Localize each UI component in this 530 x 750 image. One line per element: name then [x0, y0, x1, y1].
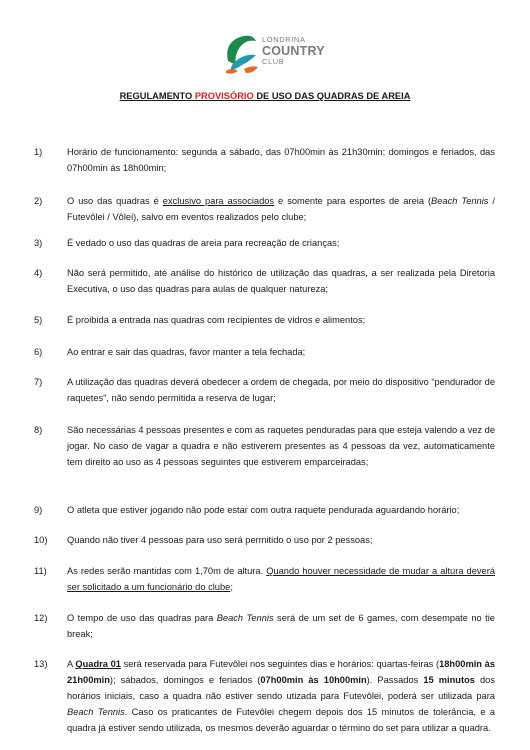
rule-text-part: A — [67, 659, 76, 669]
rule-number: 6) — [34, 347, 43, 357]
rule-text-part: O tempo de uso das quadras para — [67, 613, 217, 623]
rule-text-bold: 15 minutos — [423, 675, 475, 685]
rule-text-part: O uso das quadras é — [67, 196, 163, 206]
rule-text-part: / Futevôlei / Vôlei), salvo em eventos realizados pelo clube; — [67, 196, 495, 222]
country-club-logo-icon — [222, 31, 262, 75]
title-part-1: REGULAMENTO — [119, 91, 195, 101]
rule-number: 5) — [34, 315, 43, 325]
rule-text-italic: Beach Tennis — [431, 196, 489, 206]
rule-text-part: e somente para esportes de areia ( — [274, 196, 432, 206]
rule-text-part: ); sábados, domingos e feriados ( — [109, 675, 261, 685]
rule-text — [67, 610, 495, 642]
rule-text: O atleta que estiver jogando não pode estar com outra raquete pendurada aguardando horário; — [67, 505, 460, 515]
rule-text: Horário de funcionamento: segunda a sábado, das 07h00min às 21h30min; domingos e feriados, das 07h00min às 18h00min; — [67, 147, 495, 173]
rule-number: 13) — [34, 659, 48, 669]
rule-number: 3) — [34, 238, 43, 248]
rule-text: Não será permitido, até análise do histórico de utilização das quadras, a ser realizada pela Diretoria Executiva, o uso das quadras para aulas de qualquer natureza; — [67, 268, 495, 294]
rule-text-part: será reservada para Futevôlei nos seguintes dias e horários: quartas-feiras ( — [120, 659, 440, 669]
rule-text-part: As redes serão mantidas com 1,70m de altura. — [67, 566, 267, 576]
rule-text: A utilização das quadras deverá obedecer a ordem de chegada, por meio do dispositivo “pendurador de raquetes”, não sendo permitida a reserva de lugar; — [67, 377, 495, 403]
rule-text-italic: Beach Tennis — [67, 707, 125, 717]
rule-text-part: será de um set de 6 games, com desempate no tie break; — [67, 613, 495, 639]
club-logo — [222, 31, 325, 75]
title-provisional-highlight: PROVISÓRIO — [194, 91, 254, 101]
rule-text-part: . Caso os praticantes de Futevôlei chegem depois dos 15 minutos de tolerância, e a quadra já estiver sendo utilizada, os mesmos deverão aguardar o término do set para utilizar a quadra. — [67, 707, 495, 733]
rule-text-part: ). Passados — [366, 675, 424, 685]
rule-number: 2) — [34, 196, 43, 206]
rule-text-bold: 07h00min às 10h00min — [260, 675, 367, 685]
rule-text: Quando não tiver 4 pessoas para uso será permitido o uso por 2 pessoas; — [67, 535, 373, 545]
logo-line-3: CLUB — [262, 57, 285, 66]
rule-number: 11) — [34, 566, 47, 576]
rule-text — [67, 563, 495, 595]
rule-text — [67, 193, 495, 225]
rule-text-underlined: exclusivo para associados — [162, 196, 275, 206]
rule-number: 7) — [34, 377, 43, 387]
rule-text: São necessárias 4 pessoas presentes e com as raquetes penduradas para que esteja valendo a vez de jogar. No caso de vagar a quadra e não estiverem presentes as 4 pessoas da vez, automaticamente tem direito ao uso as 4 pessoas seguintes que estiverem emparceiradas; — [67, 425, 495, 467]
title-part-3: DE USO DAS QUADRAS DE AREIA — [253, 91, 411, 101]
rule-number: 4) — [34, 268, 43, 278]
rule-number: 8) — [34, 425, 43, 435]
rule-text: Ao entrar e sair das quadras, favor manter a tela fechada; — [67, 347, 306, 357]
rule-text-underlined: Quando houver necessidade de mudar a altura deverá ser solicitado a um funcionário do clube — [67, 566, 495, 592]
rule-number: 9) — [34, 505, 43, 515]
rule-text-part: dos horários iniciais, caso a quadra não estiver sendo utizada para Futevôlei, poderá ser utilizada para — [67, 675, 495, 701]
rule-text: É proibida a entrada nas quadras com recipientes de vidros e alimentos; — [67, 315, 366, 325]
rule-number: 10) — [34, 535, 48, 545]
rule-text: É vedado o uso das quadras de areia para recreação de crianças; — [67, 238, 340, 248]
rule-text-bold: 18h00min às 21h00min — [67, 659, 495, 685]
rule-number: 12) — [34, 613, 48, 623]
rule-text-part: ; — [230, 582, 233, 592]
rule-text — [67, 656, 495, 736]
logo-line-1: LONDRINA — [262, 35, 306, 44]
rule-number: 1) — [34, 147, 43, 157]
rule-text-italic: Beach Tennis — [216, 613, 274, 623]
logo-line-2: COUNTRY — [262, 43, 325, 58]
rule-text-bold-underlined: Quadra 01 — [75, 659, 121, 669]
document-title — [0, 91, 530, 101]
